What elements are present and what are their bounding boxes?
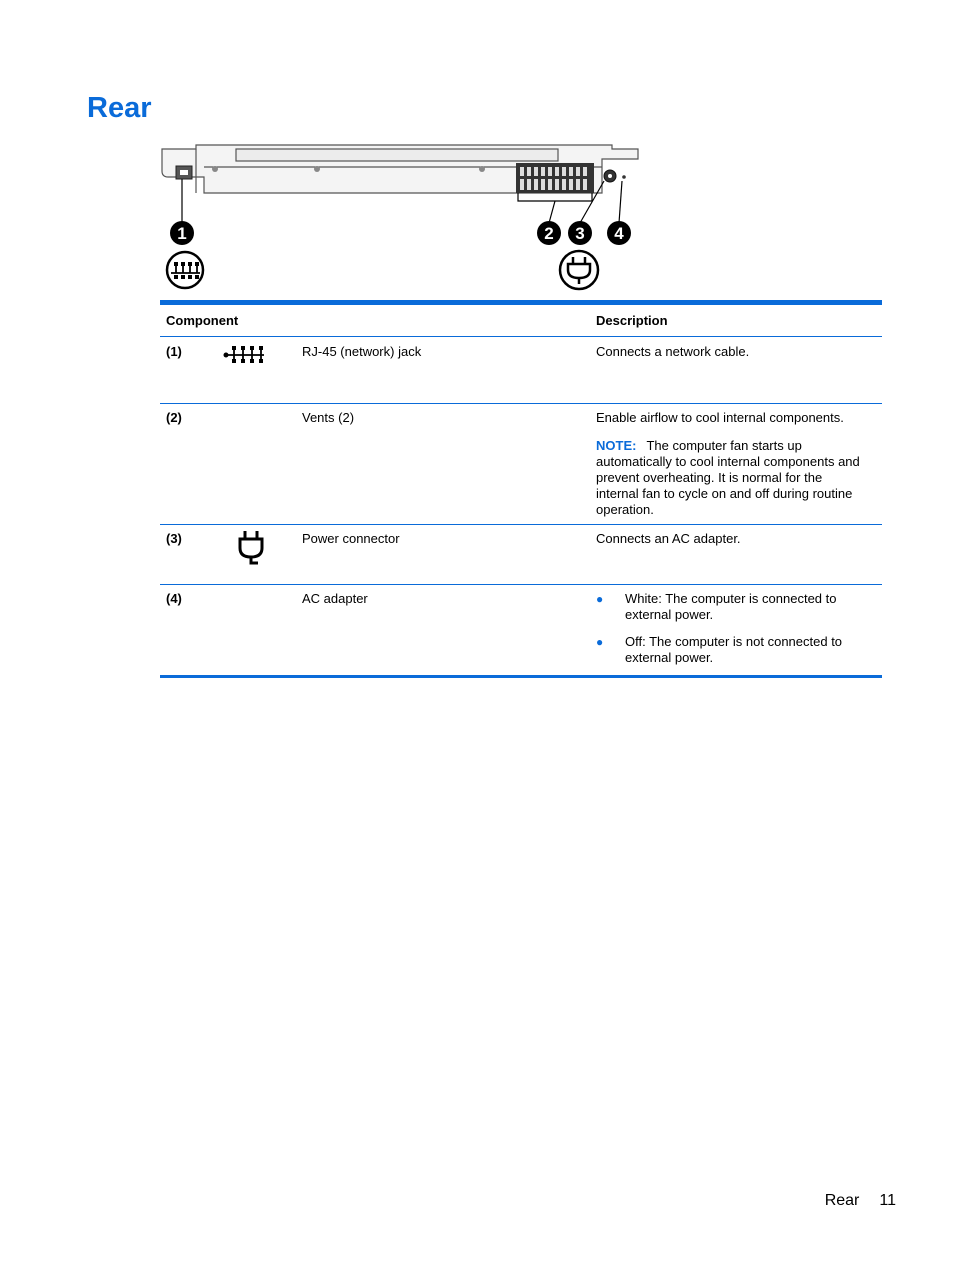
row-component-name: Power connector <box>296 525 590 585</box>
callout-2 <box>537 221 561 245</box>
row-description: Connects an AC adapter. <box>590 525 882 585</box>
vents-grille <box>516 163 594 193</box>
callout-3-label: 3 <box>575 224 585 243</box>
callout-2-label: 2 <box>544 224 554 243</box>
bullet-item <box>596 591 868 623</box>
table-row <box>160 337 882 404</box>
row-icon-cell <box>216 337 296 404</box>
bullet-text: Off: The computer is not connected to external power. <box>625 634 843 665</box>
component-table <box>160 300 882 678</box>
table-row <box>160 404 882 525</box>
row-icon-cell <box>216 525 296 585</box>
row-icon-cell <box>216 585 296 677</box>
table-row <box>160 585 882 677</box>
bullet-text: White: The computer is connected to external power. <box>625 591 837 622</box>
callout-1 <box>170 221 194 245</box>
note-block <box>596 438 868 518</box>
table-row <box>160 525 882 585</box>
row-number: (1) <box>160 337 216 404</box>
note-text: The computer fan starts up automatically to cool internal components and prevent overheating. It is normal for the internal fan to cycle on and off during routine operation. <box>596 438 860 517</box>
callout-3 <box>568 221 592 245</box>
power-plug-icon <box>560 251 598 289</box>
row-number: (3) <box>160 525 216 585</box>
header-component: Component <box>160 303 590 337</box>
callout-4-label: 4 <box>614 224 624 243</box>
row-description-cell <box>590 585 882 677</box>
page-footer <box>825 1192 896 1210</box>
bullet-dot-icon: ● <box>596 592 604 606</box>
footer-section-title: Rear <box>824 1192 860 1209</box>
row-icon-cell <box>216 404 296 525</box>
row-description: Enable airflow to cool internal components. <box>596 410 844 425</box>
ac-adapter-light <box>622 175 626 179</box>
row-description: Connects a network cable. <box>590 337 882 404</box>
page-title: Rear <box>87 92 152 124</box>
network-jack-icon <box>167 252 203 288</box>
network-jack-icon <box>222 344 266 364</box>
bullet-dot-icon: ● <box>596 635 604 649</box>
footer-page-number: 11 <box>879 1192 896 1209</box>
row-number: (2) <box>160 404 216 525</box>
power-plug-icon <box>222 529 266 569</box>
network-jack-port <box>176 166 192 179</box>
row-description-cell <box>590 404 882 525</box>
laptop-rear-illustration <box>160 143 650 295</box>
table-header-row <box>160 303 882 337</box>
row-component-name: Vents (2) <box>296 404 590 525</box>
callout-1-label: 1 <box>177 224 187 243</box>
callout-4 <box>607 221 631 245</box>
header-description: Description <box>590 303 882 337</box>
power-connector-port <box>604 170 616 182</box>
note-label: NOTE: <box>596 438 637 453</box>
bullet-item <box>596 634 868 666</box>
row-number: (4) <box>160 585 216 677</box>
row-component-name: AC adapter <box>296 585 590 677</box>
row-component-name: RJ-45 (network) jack <box>296 337 590 404</box>
bullet-list <box>596 591 868 666</box>
